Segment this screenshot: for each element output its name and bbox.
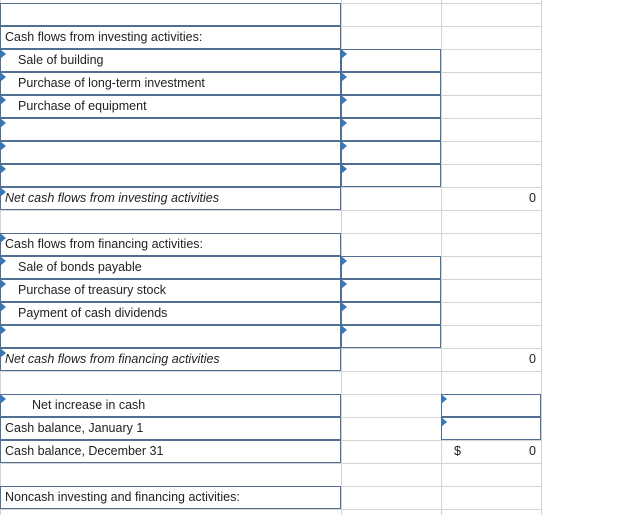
dec-balance-value: 0 bbox=[529, 444, 536, 458]
financing-net-label[interactable]: Net cash flows from financing activities bbox=[0, 348, 341, 371]
investing-item-empty[interactable] bbox=[0, 141, 341, 164]
investing-item-empty[interactable] bbox=[0, 164, 341, 187]
amount-input[interactable] bbox=[341, 95, 441, 118]
amount-input[interactable] bbox=[341, 164, 441, 187]
amount-input[interactable] bbox=[341, 325, 441, 348]
investing-item-empty[interactable] bbox=[0, 118, 341, 141]
net-increase-label[interactable]: Net increase in cash bbox=[0, 394, 341, 417]
noncash-heading[interactable]: Noncash investing and financing activities: bbox=[0, 486, 341, 509]
investing-item-purchase-investment[interactable]: Purchase of long-term investment bbox=[0, 72, 341, 95]
jan-balance-label[interactable]: Cash balance, January 1 bbox=[0, 417, 341, 440]
amount-input[interactable] bbox=[341, 279, 441, 302]
investing-net-label[interactable]: Net cash flows from investing activities bbox=[0, 187, 341, 210]
grid-line bbox=[0, 509, 541, 510]
label-field-empty[interactable] bbox=[0, 3, 341, 26]
jan-balance-input[interactable] bbox=[441, 417, 541, 440]
financing-item-treasury-stock[interactable]: Purchase of treasury stock bbox=[0, 279, 341, 302]
amount-input[interactable] bbox=[341, 49, 441, 72]
investing-item-purchase-equipment[interactable]: Purchase of equipment bbox=[0, 95, 341, 118]
grid-line bbox=[0, 210, 541, 211]
investing-net-value: 0 bbox=[529, 191, 536, 205]
net-increase-input[interactable] bbox=[441, 394, 541, 417]
financing-net-value: 0 bbox=[529, 352, 536, 366]
financing-item-empty[interactable] bbox=[0, 325, 341, 348]
currency-symbol: $ bbox=[454, 444, 461, 458]
financing-item-dividends[interactable]: Payment of cash dividends bbox=[0, 302, 341, 325]
grid-line bbox=[541, 0, 542, 515]
amount-input[interactable] bbox=[341, 302, 441, 325]
amount-input[interactable] bbox=[341, 118, 441, 141]
grid-line bbox=[0, 463, 541, 464]
grid-line bbox=[0, 371, 541, 372]
investing-item-sale-of-building[interactable]: Sale of building bbox=[0, 49, 341, 72]
dec-balance-cell bbox=[441, 440, 541, 463]
amount-input[interactable] bbox=[341, 141, 441, 164]
investing-heading[interactable]: Cash flows from investing activities: bbox=[0, 26, 341, 49]
amount-input[interactable] bbox=[341, 72, 441, 95]
financing-item-sale-of-bonds[interactable]: Sale of bonds payable bbox=[0, 256, 341, 279]
amount-input[interactable] bbox=[341, 256, 441, 279]
financing-heading[interactable]: Cash flows from financing activities: bbox=[0, 233, 341, 256]
dec-balance-label[interactable]: Cash balance, December 31 bbox=[0, 440, 341, 463]
